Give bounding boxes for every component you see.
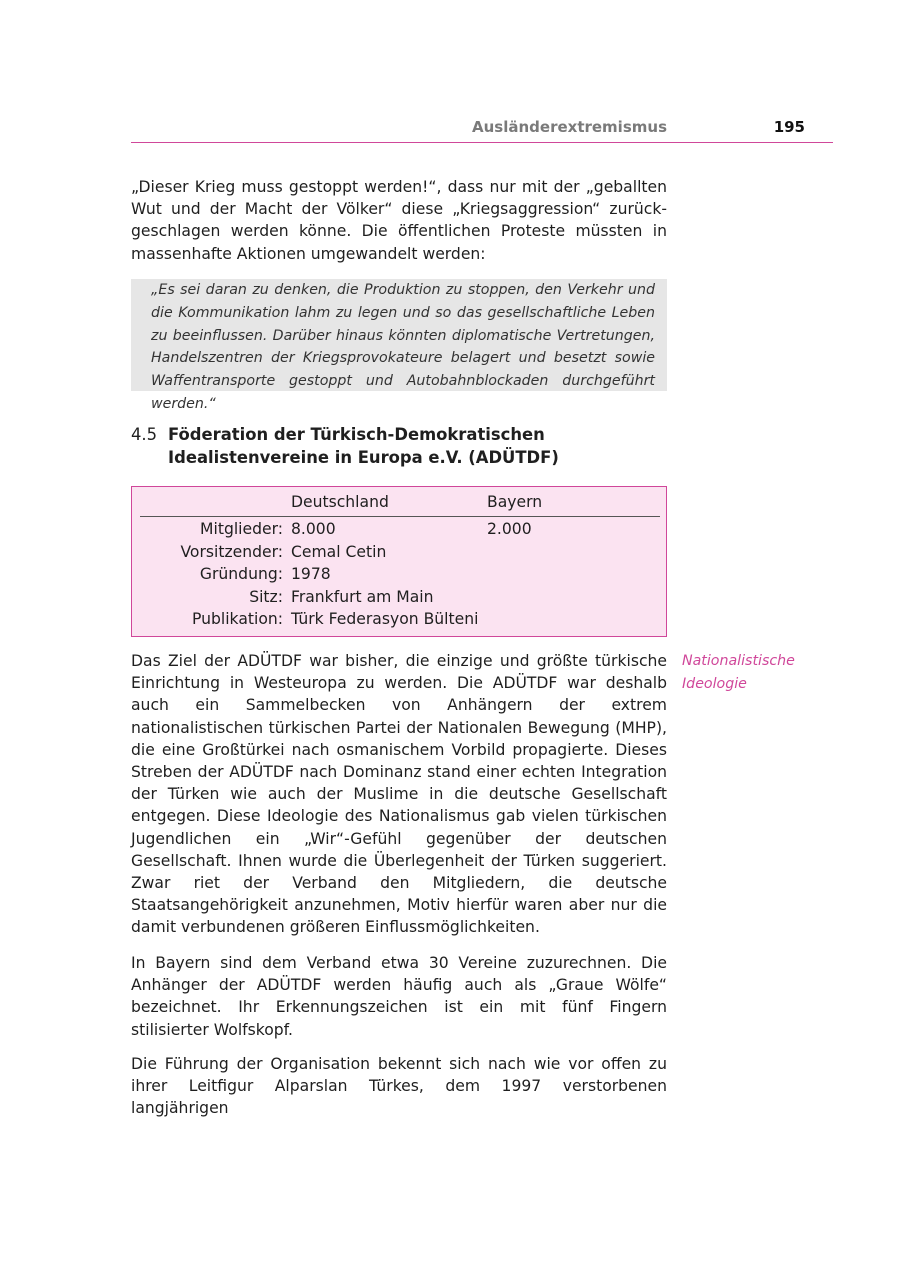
margin-note: Nationalistische Ideologie: [682, 653, 795, 692]
body-paragraph-1: Das Ziel der ADÜTDF war bisher, die einzige und größte türkische Einrichtung in Westeuropa zu werden. Die ADÜTDF war deshalb auch ein Sammelbecken von Anhängern der extrem nationalistischen türkischen Partei der Nationalen Bewegung (MHP), die eine Großtürkei nach osmanischem Vorbild propagierte. Dieses Streben der ADÜTDF nach Dominanz stand einer echten Integration der Türken wie auch der Muslime in die deutsche Gesellschaft entgegen. Diese Ideologie des Nationalismus gab vielen türkischen Jugendlichen ein „Wir“-Gefühl gegenüber der deutschen Gesellschaft. Ihnen wurde die Überlegenheit der Türken suggeriert. Zwar riet der Verband den Mitgliedern, die deutsche Staatsangehörigkeit anzunehmen, Motiv hierfür waren aber nur die damit verbundenen größeren Einflussmöglichkeiten.: [131, 652, 667, 937]
row-label: Sitz:: [249, 587, 283, 606]
quote-block: [131, 279, 667, 412]
value-deutschland: Türk Federasyon Bülteni: [291, 610, 479, 628]
page-number: 195: [773, 118, 805, 136]
infobox-row-mitglieder: [132, 520, 668, 543]
quote-text: „Es sei daran zu denken, die Produktion zu stoppen, den Verkehr und die Kommunikation lahm zu legen und so das gesellschaftliche Leben zu beeinflussen. Darüber hinaus könnten diplomatische Vertretungen, Handelszentren der Kriegsprovokateure belagert und besetzt sowie Waffentransporte gestoppt und Autobahnblockaden durchgeführt werden.“: [151, 282, 655, 412]
infobox-row-vorsitzender: [132, 543, 668, 566]
running-header: [131, 116, 833, 143]
value-deutschland: Frankfurt am Main: [291, 587, 434, 606]
row-label: Vorsitzender:: [180, 542, 283, 561]
row-label: Publikation:: [191, 610, 283, 628]
value-bayern: 2.000: [487, 520, 532, 538]
running-header-title: Ausländerextremismus: [472, 118, 667, 136]
infobox-row-gruendung: [132, 565, 668, 588]
organization-infobox: [131, 486, 667, 637]
column-header-bayern: Bayern: [487, 493, 543, 511]
intro-paragraph: „Dieser Krieg muss gestoppt werden!“, dass nur mit der „geballten Wut und der Macht der Völker“ diese „Kriegsaggression“ zurückgeschlagen werden könne. Die öffentlichen Proteste müssten in massenhafte Aktionen umgewandelt werden:: [131, 178, 667, 263]
section-number: 4.5: [131, 425, 158, 444]
value-deutschland: 8.000: [291, 520, 336, 538]
header-rule: [140, 516, 660, 517]
section-title: Föderation der Türkisch-Demokratischen Idealistenvereine in Europa e.V. (ADÜTDF): [168, 425, 559, 467]
value-deutschland: Cemal Cetin: [291, 542, 387, 561]
value-deutschland: 1978: [291, 565, 331, 583]
infobox-row-sitz: [132, 588, 668, 611]
column-header-deutschland: Deutschland: [291, 493, 389, 511]
row-label: Mitglieder:: [200, 520, 283, 538]
infobox-row-publikation: [132, 610, 668, 633]
row-label: Gründung:: [199, 565, 283, 583]
body-paragraph-3: Die Führung der Organisation bekennt sich nach wie vor offen zu ihrer Leitfigur Alparslan Türkes, dem 1997 verstorbenen langjährigen: [131, 1055, 667, 1118]
body-paragraph-2: In Bayern sind dem Verband etwa 30 Vereine zuzurechnen. Die Anhänger der ADÜTDF werden häufig auch als „Graue Wölfe“ bezeichnet. Ihr Erkennungszeichen ist ein mit fünf Fingern stilisierter Wolfskopf.: [131, 954, 667, 1039]
